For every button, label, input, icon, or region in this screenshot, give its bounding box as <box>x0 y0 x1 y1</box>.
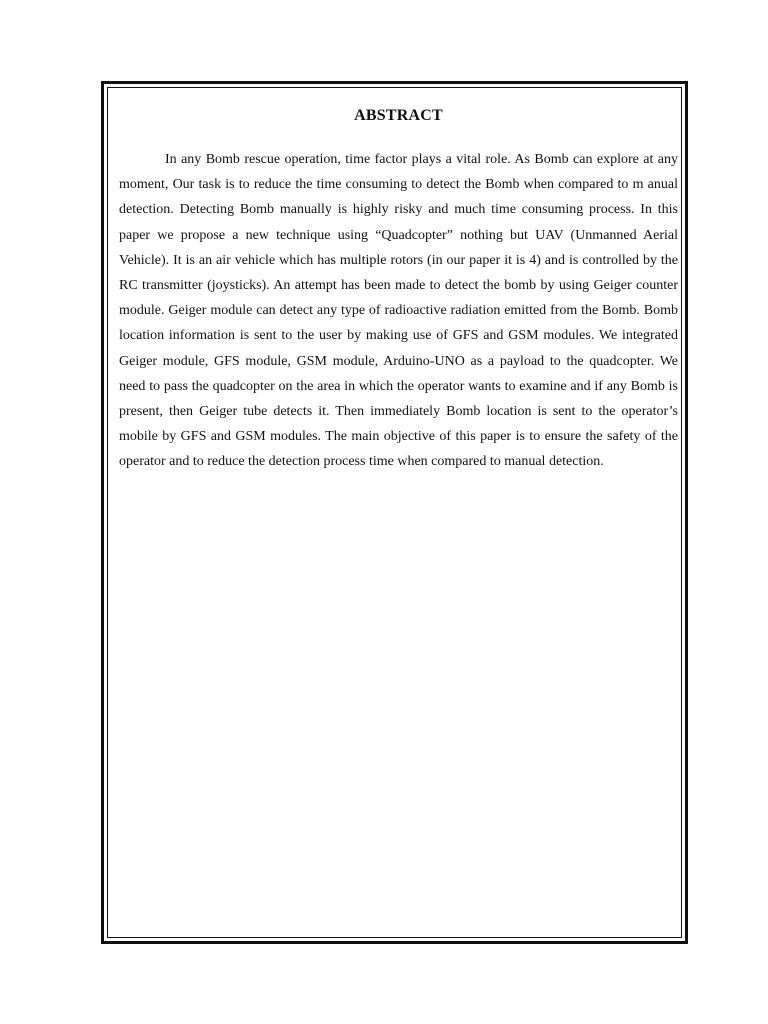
abstract-title: ABSTRACT <box>354 107 443 124</box>
abstract-paragraph: In any Bomb rescue operation, time factor plays a vital role. As Bomb can explore at any moment, Our task is to reduce the time consuming to detect the Bomb when compared to m anual detection. Detecting Bomb manually is highly risky and much time consuming process. In this paper we propose a new technique using “Quadcopter” nothing but UAV (Unmanned Aerial Vehicle). It is an air vehicle which has multiple rotors (in our paper it is 4) and is controlled by the RC transmitter (joysticks). An attempt has been made to detect the bomb by using Geiger counter module. Geiger module can detect any type of radioactive radiation emitted from the Bomb. Bomb location information is sent to the user by making use of GFS and GSM modules. We integrated Geiger module, GFS module, GSM module, Arduino-UNO as a payload to the quadcopter. We need to pass the quadcopter on the area in which the operator wants to examine and if any Bomb is present, then Geiger tube detects it. Then immediately Bomb location is sent to the operator’s mobile by GFS and GSM modules. The main objective of this paper is to ensure the safety of the operator and to reduce the detection process time when compared to manual detection. <box>119 152 678 470</box>
abstract-section <box>119 107 678 475</box>
page-border <box>101 81 688 944</box>
page-inner-border <box>107 87 682 938</box>
